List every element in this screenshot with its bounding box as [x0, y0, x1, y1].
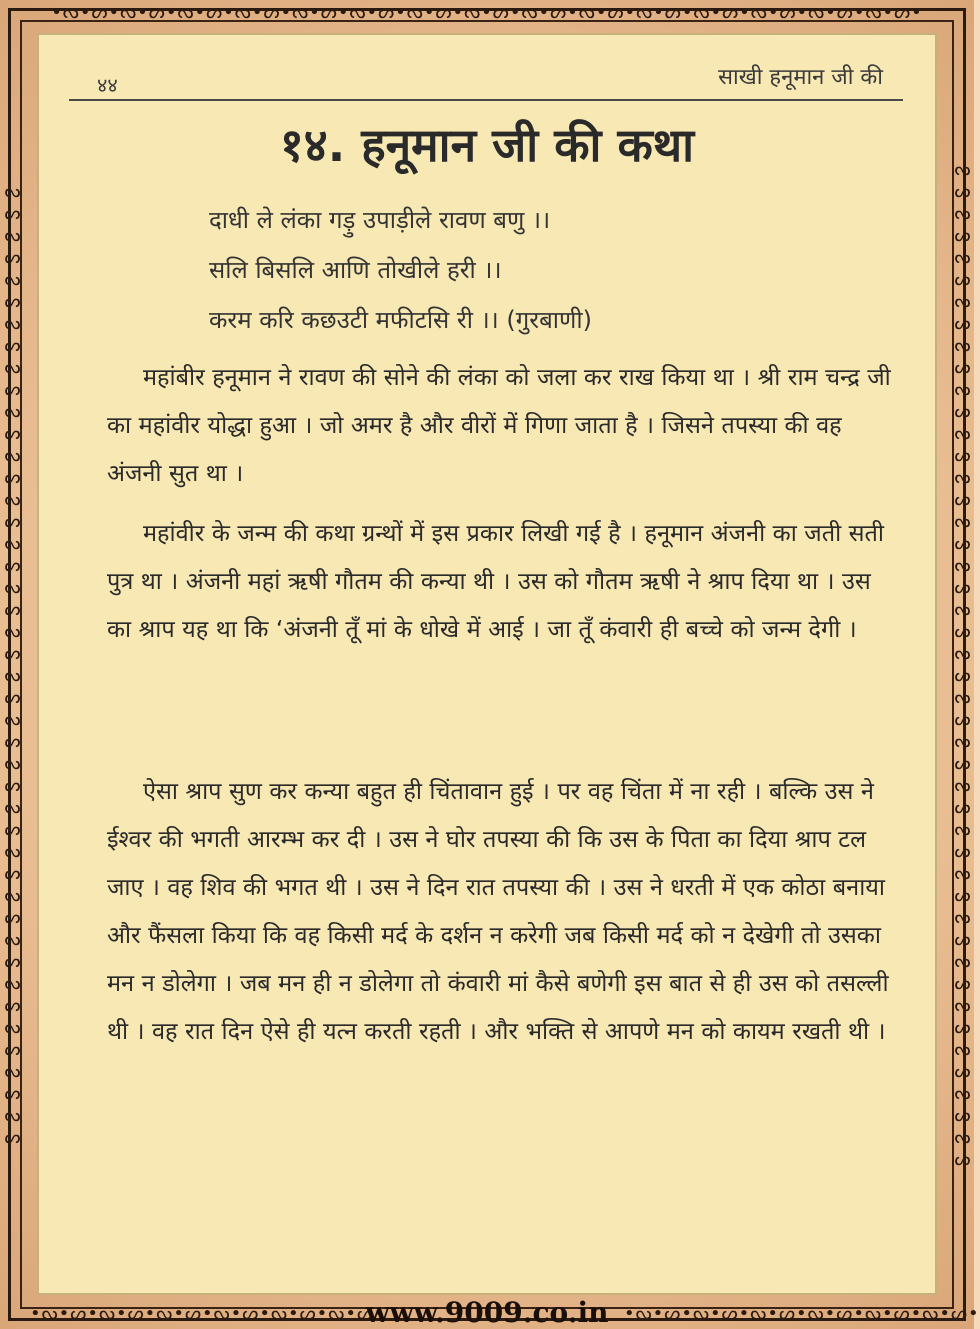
- header-rule: [69, 99, 903, 101]
- chapter-title: १४. हनूमान जी की कथा: [279, 118, 695, 172]
- verse-line-3: करम करि कछउटी मफीटसि री ।। (गुरबाणी): [209, 306, 592, 334]
- verse-line-1: दाधी ले लंका गड़ु उपाड़ीले रावण बणु ।।: [209, 206, 551, 234]
- paragraph-3-text: ऐसा श्राप सुण कर कन्या बहुत ही चिंतावान हुई । पर वह चिंता में ना रही । बल्कि उस ने ईश्वर की भगती आरम्भ कर दी । उस ने घोर तपस्या की कि उस के पिता का दिया श्राप टल जाए । वह शिव की भगत थी । उस ने दिन रात तपस्या की । उस ने धरती में एक कोठा बनाया और फैंसला किया कि वह किसी मर्द के दर्शन न करेगी जब किसी मर्द को न देखेगी तो उसका मन न डोलेगा । जब मन ही न डोलेगा तो कंवारी मां कैसे बणेगी इस बात से ही उस को तसल्ली थी । वह रात दिन ऐसे ही यत्न करती रहती । और भक्ति से आपणे मन को कायम रखती थी ।: [107, 777, 889, 1045]
- frame-ornament-bottom-right: •ᔓ•ᔕ•ᔓ•ᔕ•ᔓ•ᔕ•ᔓ•ᔕ•ᔓ•ᔕ•ᔓ•ᔕ•: [624, 1303, 980, 1324]
- frame-ornament-right: ᔓᔕᔓᔕᔓᔕᔓᔕᔓᔕᔓᔕᔓᔕᔓᔕᔓᔕᔓᔕᔓᔕᔓᔕᔓᔕᔓᔕᔓᔕᔓᔕᔓᔕᔓᔕᔓᔕᔓᔕᔓᔕᔓᔕᔓᔕ: [952, 158, 973, 1171]
- page-number: ४४: [97, 73, 118, 97]
- frame-ornament-bottom-left: •ᔓ•ᔕ•ᔓ•ᔕ•ᔓ•ᔕ•ᔓ•ᔕ•ᔓ•ᔕ•ᔓ•ᔕ•: [30, 1303, 386, 1324]
- website-link[interactable]: www.9009.co.in: [365, 1296, 609, 1329]
- book-page: [37, 33, 937, 1295]
- paragraph-3: [107, 767, 891, 1055]
- frame-ornament-top: •ᔓ•ᔕ•ᔓ•ᔕ•ᔓ•ᔕ•ᔓ•ᔕ•ᔓ•ᔕ•ᔓ•ᔕ•ᔓ•ᔕ•ᔓ•ᔕ•ᔓ•ᔕ•ᔓ•ᔕ•ᔓ•ᔕ•ᔓ•ᔕ•ᔓ•ᔕ•ᔓ•ᔕ•ᔓ•ᔕ•: [51, 2, 923, 23]
- frame-ornament-left: ᔓᔕᔓᔕᔓᔕᔓᔕᔓᔕᔓᔕᔓᔕᔓᔕᔓᔕᔓᔕᔓᔕᔓᔕᔓᔕᔓᔕᔓᔕᔓᔕᔓᔕᔓᔕᔓᔕᔓᔕᔓᔕᔓᔕ: [2, 180, 23, 1149]
- verse-line-2: सलि बिसलि आणि तोखीले हरी ।।: [209, 256, 502, 284]
- paragraph-1: [107, 353, 891, 497]
- paragraph-2-text: महांवीर के जन्म की कथा ग्रन्थों में इस प्रकार लिखी गई है । हनूमान अंजनी का जती सती पुत्र था । अंजनी महां ऋषी गौतम की कन्या थी । उस को गौतम ऋषी ने श्राप दिया था । उस का श्राप यह था कि ‘अंजनी तूँ मां के धोखे में आई । जा तूँ कंवारी ही बच्चे को जन्म देगी ।: [107, 519, 885, 643]
- running-title: साखी हनूमान जी की: [718, 65, 883, 90]
- paragraph-2: [107, 509, 891, 653]
- paragraph-1-text: महांबीर हनूमान ने रावण की सोने की लंका को जला कर राख किया था । श्री राम चन्द्र जी का महांवीर योद्धा हुआ । जो अमर है और वीरों में गिणा जाता है । जिसने तपस्या की वह अंजनी सुत था ।: [107, 363, 891, 487]
